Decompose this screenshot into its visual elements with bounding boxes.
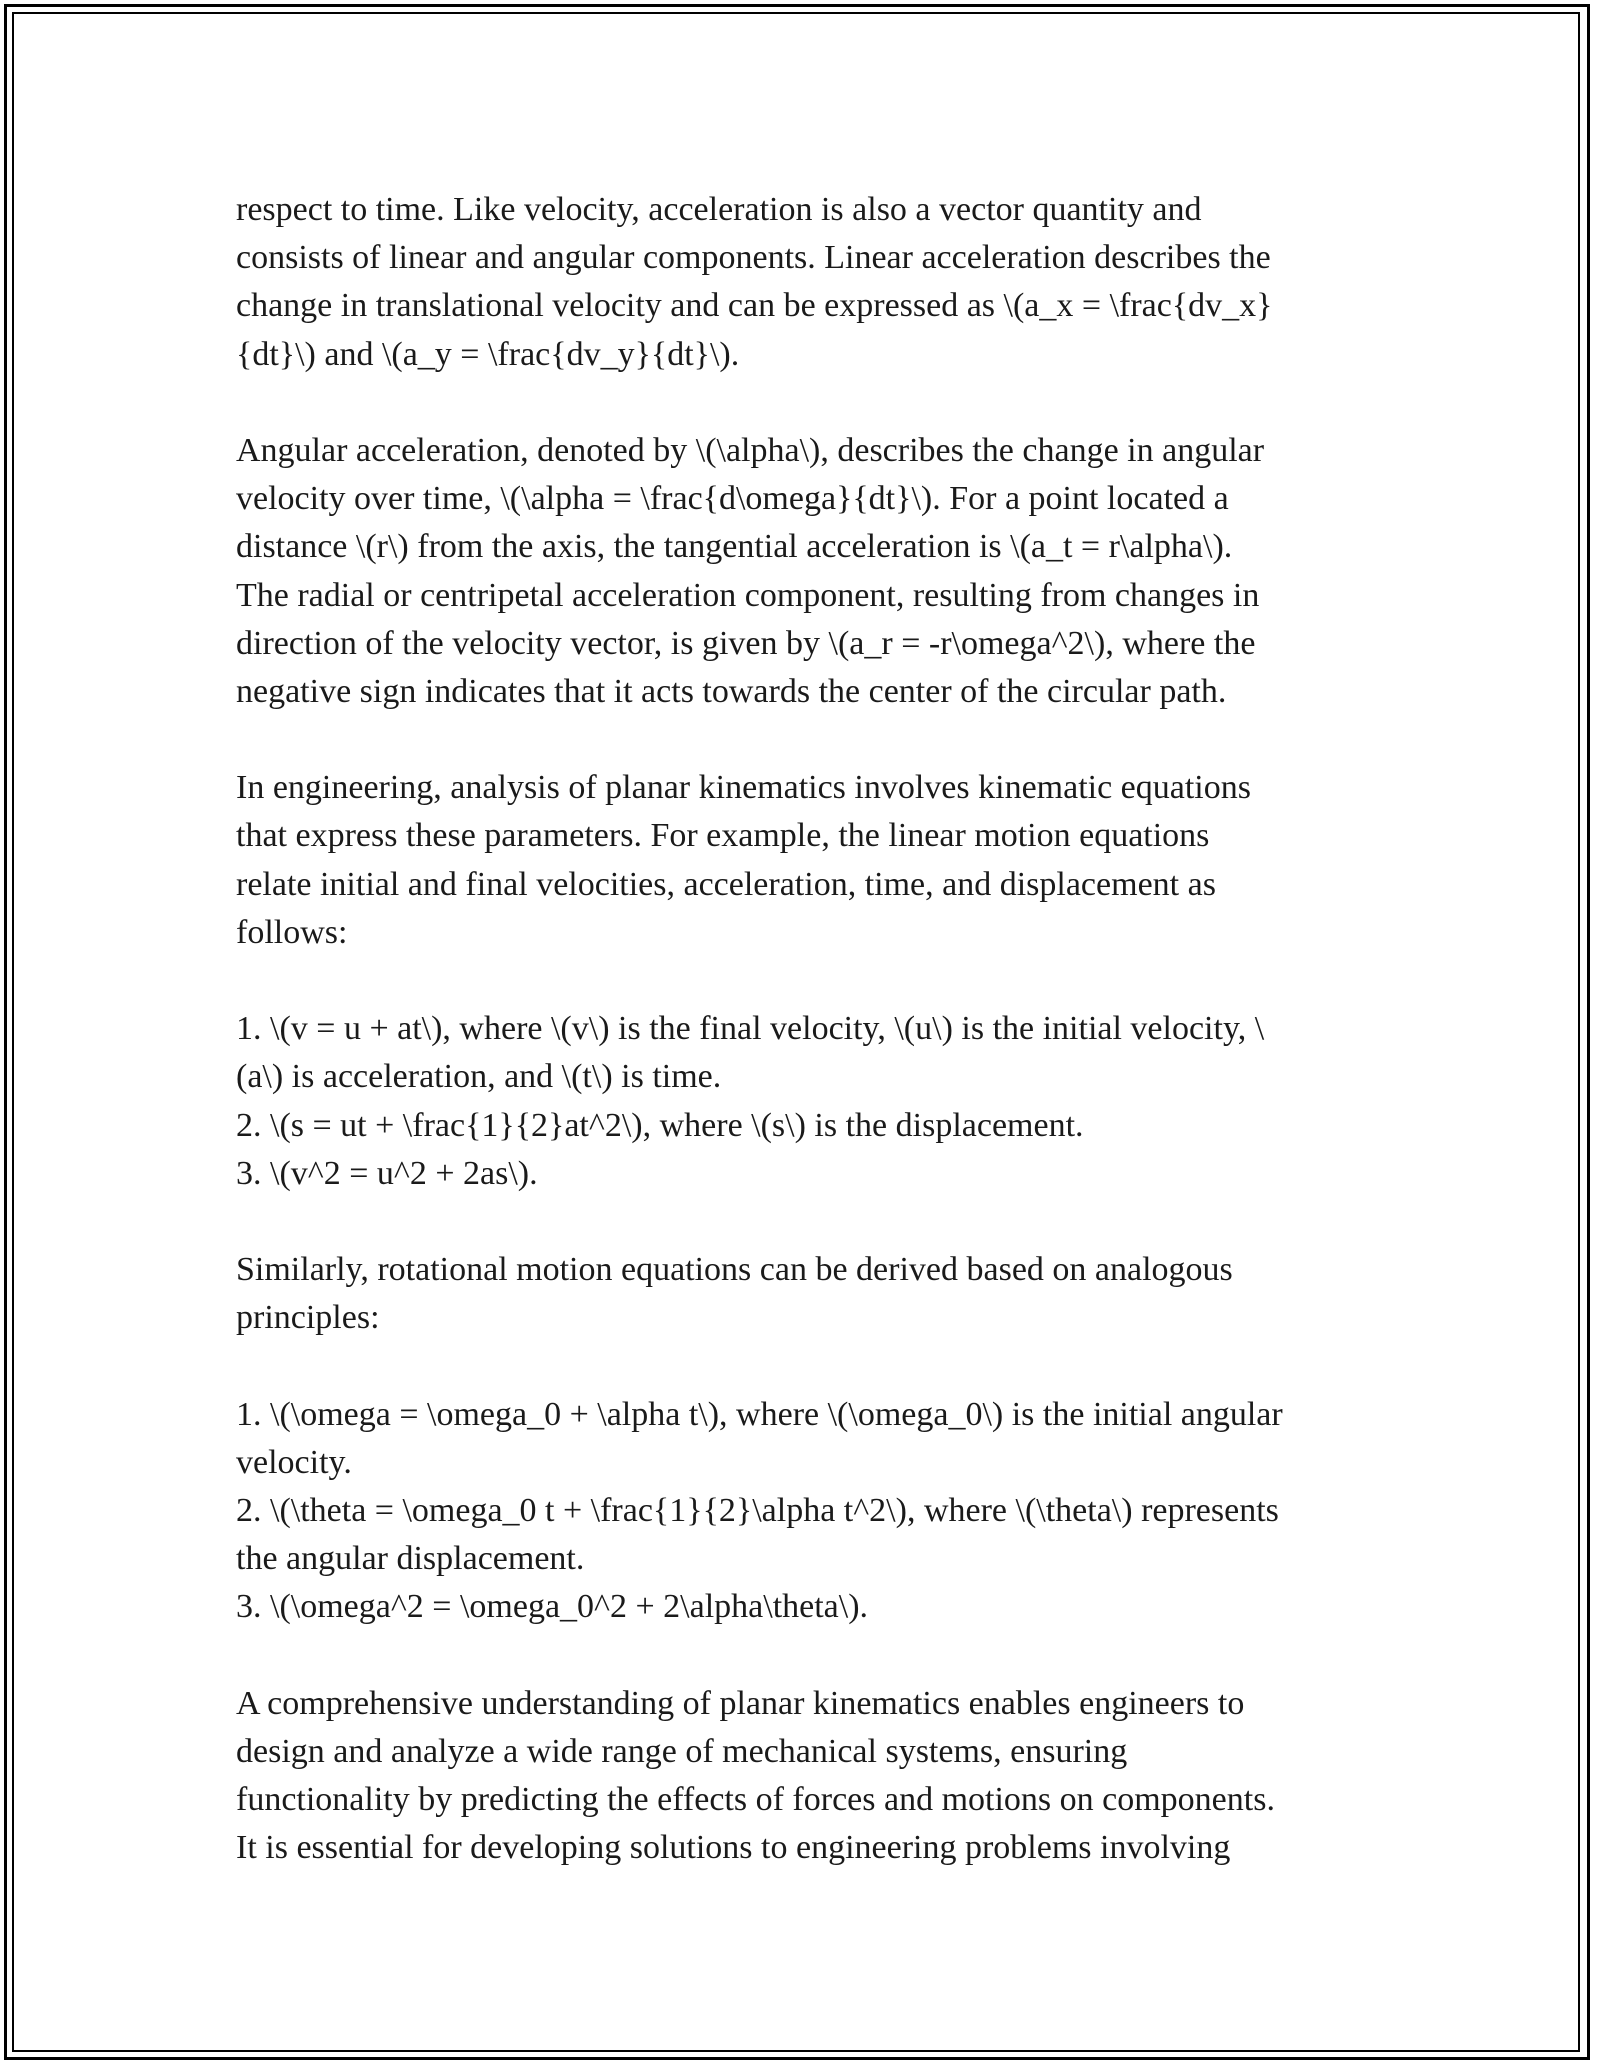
text-line: respect to time. Like velocity, acceleration is also a vector quantity and — [236, 191, 1202, 228]
equation-list-linear — [236, 1005, 1366, 1198]
text-line: principles: — [236, 1299, 380, 1337]
list-item-continuation: (a\) is acceleration, and \(t\) is time. — [236, 1058, 722, 1096]
text-line: distance \(r\) from the axis, the tangential acceleration is \(a_t = r\alpha\). — [236, 528, 1233, 566]
text-line: direction of the velocity vector, is given by \(a_r = -r\omega^2\), where the — [236, 624, 1256, 662]
paragraph — [236, 1680, 1366, 1873]
paragraph-gap — [236, 1198, 1366, 1246]
text-line: that express these parameters. For example, the linear motion equations — [236, 817, 1210, 855]
text-line: functionality by predicting the effects of forces and motions on components. — [236, 1781, 1275, 1819]
text-line: relate initial and final velocities, acceleration, time, and displacement as — [236, 865, 1216, 903]
text-line: It is essential for developing solutions to engineering problems involving — [236, 1829, 1231, 1867]
text-line: The radial or centripetal acceleration component, resulting from changes in — [236, 576, 1260, 614]
text-line: A comprehensive understanding of planar kinematics enables engineers to — [236, 1684, 1245, 1722]
paragraph-gap — [236, 1343, 1366, 1391]
list-item: 2. \(s = ut + \frac{1}{2}at^2\), where \(s\) is the displacement. — [236, 1106, 1084, 1144]
list-item: 2. \(\theta = \omega_0 t + \frac{1}{2}\alpha t^2\), where \(\theta\) represents — [236, 1492, 1279, 1530]
list-item: 3. \(v^2 = u^2 + 2as\). — [236, 1154, 538, 1192]
paragraph-gap — [236, 379, 1366, 427]
text-line: {dt}\) and \(a_y = \frac{dv_y}{dt}\). — [236, 335, 740, 373]
text-line: follows: — [236, 913, 348, 951]
list-item-continuation: velocity. — [236, 1443, 352, 1481]
text-line: velocity over time, \(\alpha = \frac{d\omega}{dt}\). For a point located a — [236, 480, 1229, 518]
list-item-continuation: the angular displacement. — [236, 1540, 585, 1578]
text-line: change in translational velocity and can be expressed as \(a_x = \frac{dv_x} — [236, 287, 1273, 325]
document-body — [236, 186, 1366, 1873]
equation-list-rotational — [236, 1391, 1366, 1632]
text-line: design and analyze a wide range of mechanical systems, ensuring — [236, 1733, 1128, 1770]
text-line: Angular acceleration, denoted by \(\alpha\), describes the change in angular — [236, 431, 1265, 469]
paragraph — [236, 427, 1366, 716]
list-item: 1. \(v = u + at\), where \(v\) is the final velocity, \(u\) is the initial velocity, \ — [236, 1010, 1265, 1048]
paragraph-gap — [236, 1632, 1366, 1680]
list-item: 1. \(\omega = \omega_0 + \alpha t\), where \(\omega_0\) is the initial angular — [236, 1395, 1283, 1433]
paragraph-gap — [236, 957, 1366, 1005]
text-line: negative sign indicates that it acts towards the center of the circular path. — [236, 672, 1227, 710]
paragraph — [236, 764, 1366, 957]
text-line: In engineering, analysis of planar kinematics involves kinematic equations — [236, 769, 1251, 807]
paragraph-gap — [236, 716, 1366, 764]
paragraph — [236, 186, 1366, 379]
text-line: Similarly, rotational motion equations can be derived based on analogous — [236, 1251, 1233, 1289]
paragraph — [236, 1246, 1366, 1342]
text-line: consists of linear and angular components. Linear acceleration describes the — [236, 239, 1271, 277]
list-item: 3. \(\omega^2 = \omega_0^2 + 2\alpha\theta\). — [236, 1588, 869, 1626]
